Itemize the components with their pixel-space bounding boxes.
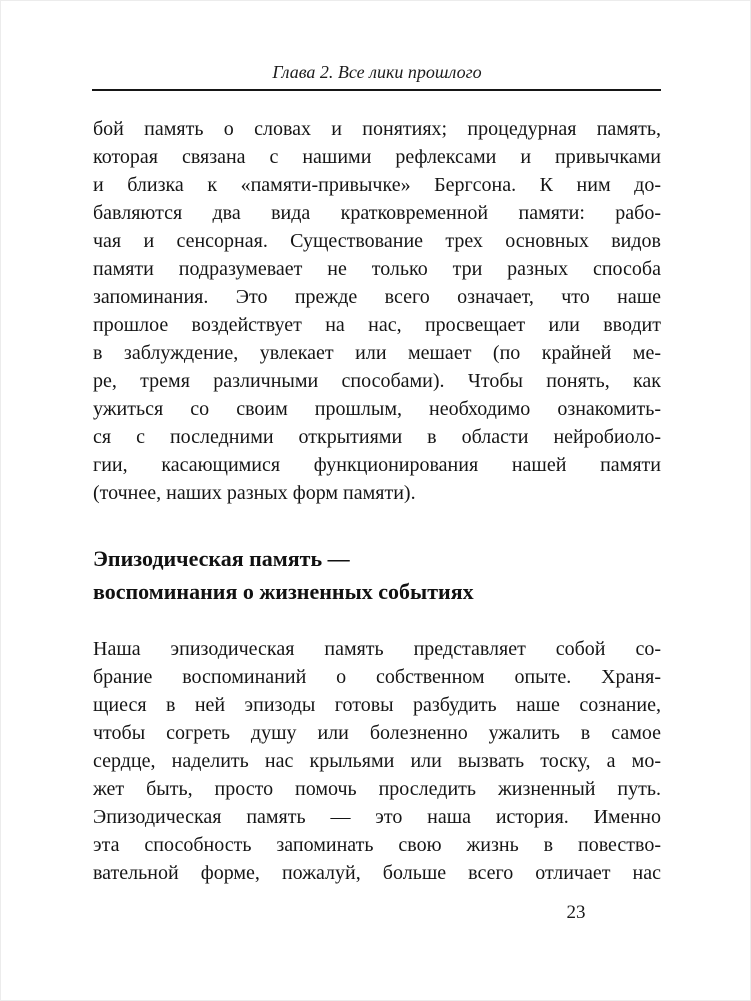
text-line: ся с последними открытиями в области нейробиоло- — [93, 426, 661, 448]
text-line: запоминания. Это прежде всего означает, что наше — [93, 286, 661, 308]
text-line: брание воспоминаний о собственном опыте. Храня- — [93, 666, 661, 688]
text-line: (точнее, наших разных форм памяти). — [93, 482, 416, 504]
text-line: щиеся в ней эпизоды готовы разбудить наше сознание, — [93, 694, 661, 716]
section-heading-episodic-memory — [93, 542, 661, 608]
text-line: чая и сенсорная. Существование трех основных видов — [93, 230, 661, 252]
text-line: жет быть, просто помочь проследить жизненный путь. — [93, 778, 661, 800]
paragraph-memory-types — [93, 115, 661, 507]
text-line: в заблуждение, увлекает или мешает (по крайней ме- — [93, 342, 661, 364]
text-line: бой память о словах и понятиях; процедурная память, — [93, 118, 661, 140]
text-line: прошлое воздействует на нас, просвещает или вводит — [93, 314, 661, 336]
text-line: Эпизодическая память — это наша история. Именно — [93, 806, 661, 828]
text-line: Наша эпизодическая память представляет собой со- — [93, 638, 661, 660]
page-number: 23 — [566, 902, 586, 923]
paragraph-episodic-memory — [93, 635, 661, 887]
text-line: сердце, наделить нас крыльями или вызвать тоску, а мо- — [93, 750, 661, 772]
header-rule — [92, 89, 661, 91]
text-line: чтобы согреть душу или болезненно ужалить в самое — [93, 722, 661, 744]
text-line: памяти подразумевает не только три разных способа — [93, 258, 661, 280]
text-line: гии, касающимися функционирования нашей памяти — [93, 454, 661, 476]
text-line: которая связана с нашими рефлексами и привычками — [93, 146, 661, 168]
text-line: бавляются два вида кратковременной памяти: рабо- — [93, 202, 661, 224]
text-line: Эпизодическая память — — [93, 546, 350, 571]
text-line: вательной форме, пожалуй, больше всего отличает нас — [93, 862, 661, 884]
text-line: ре, тремя различными способами). Чтобы понять, как — [93, 370, 661, 392]
chapter-header: Глава 2. Все лики прошлого — [272, 62, 482, 82]
text-line: эта способность запоминать свою жизнь в повество- — [93, 834, 661, 856]
text-line: воспоминания о жизненных событиях — [93, 579, 474, 604]
text-line: ужиться со своим прошлым, необходимо ознакомить- — [93, 398, 661, 420]
text-line: и близка к «памяти-привычке» Бергсона. К ним до- — [93, 174, 661, 196]
